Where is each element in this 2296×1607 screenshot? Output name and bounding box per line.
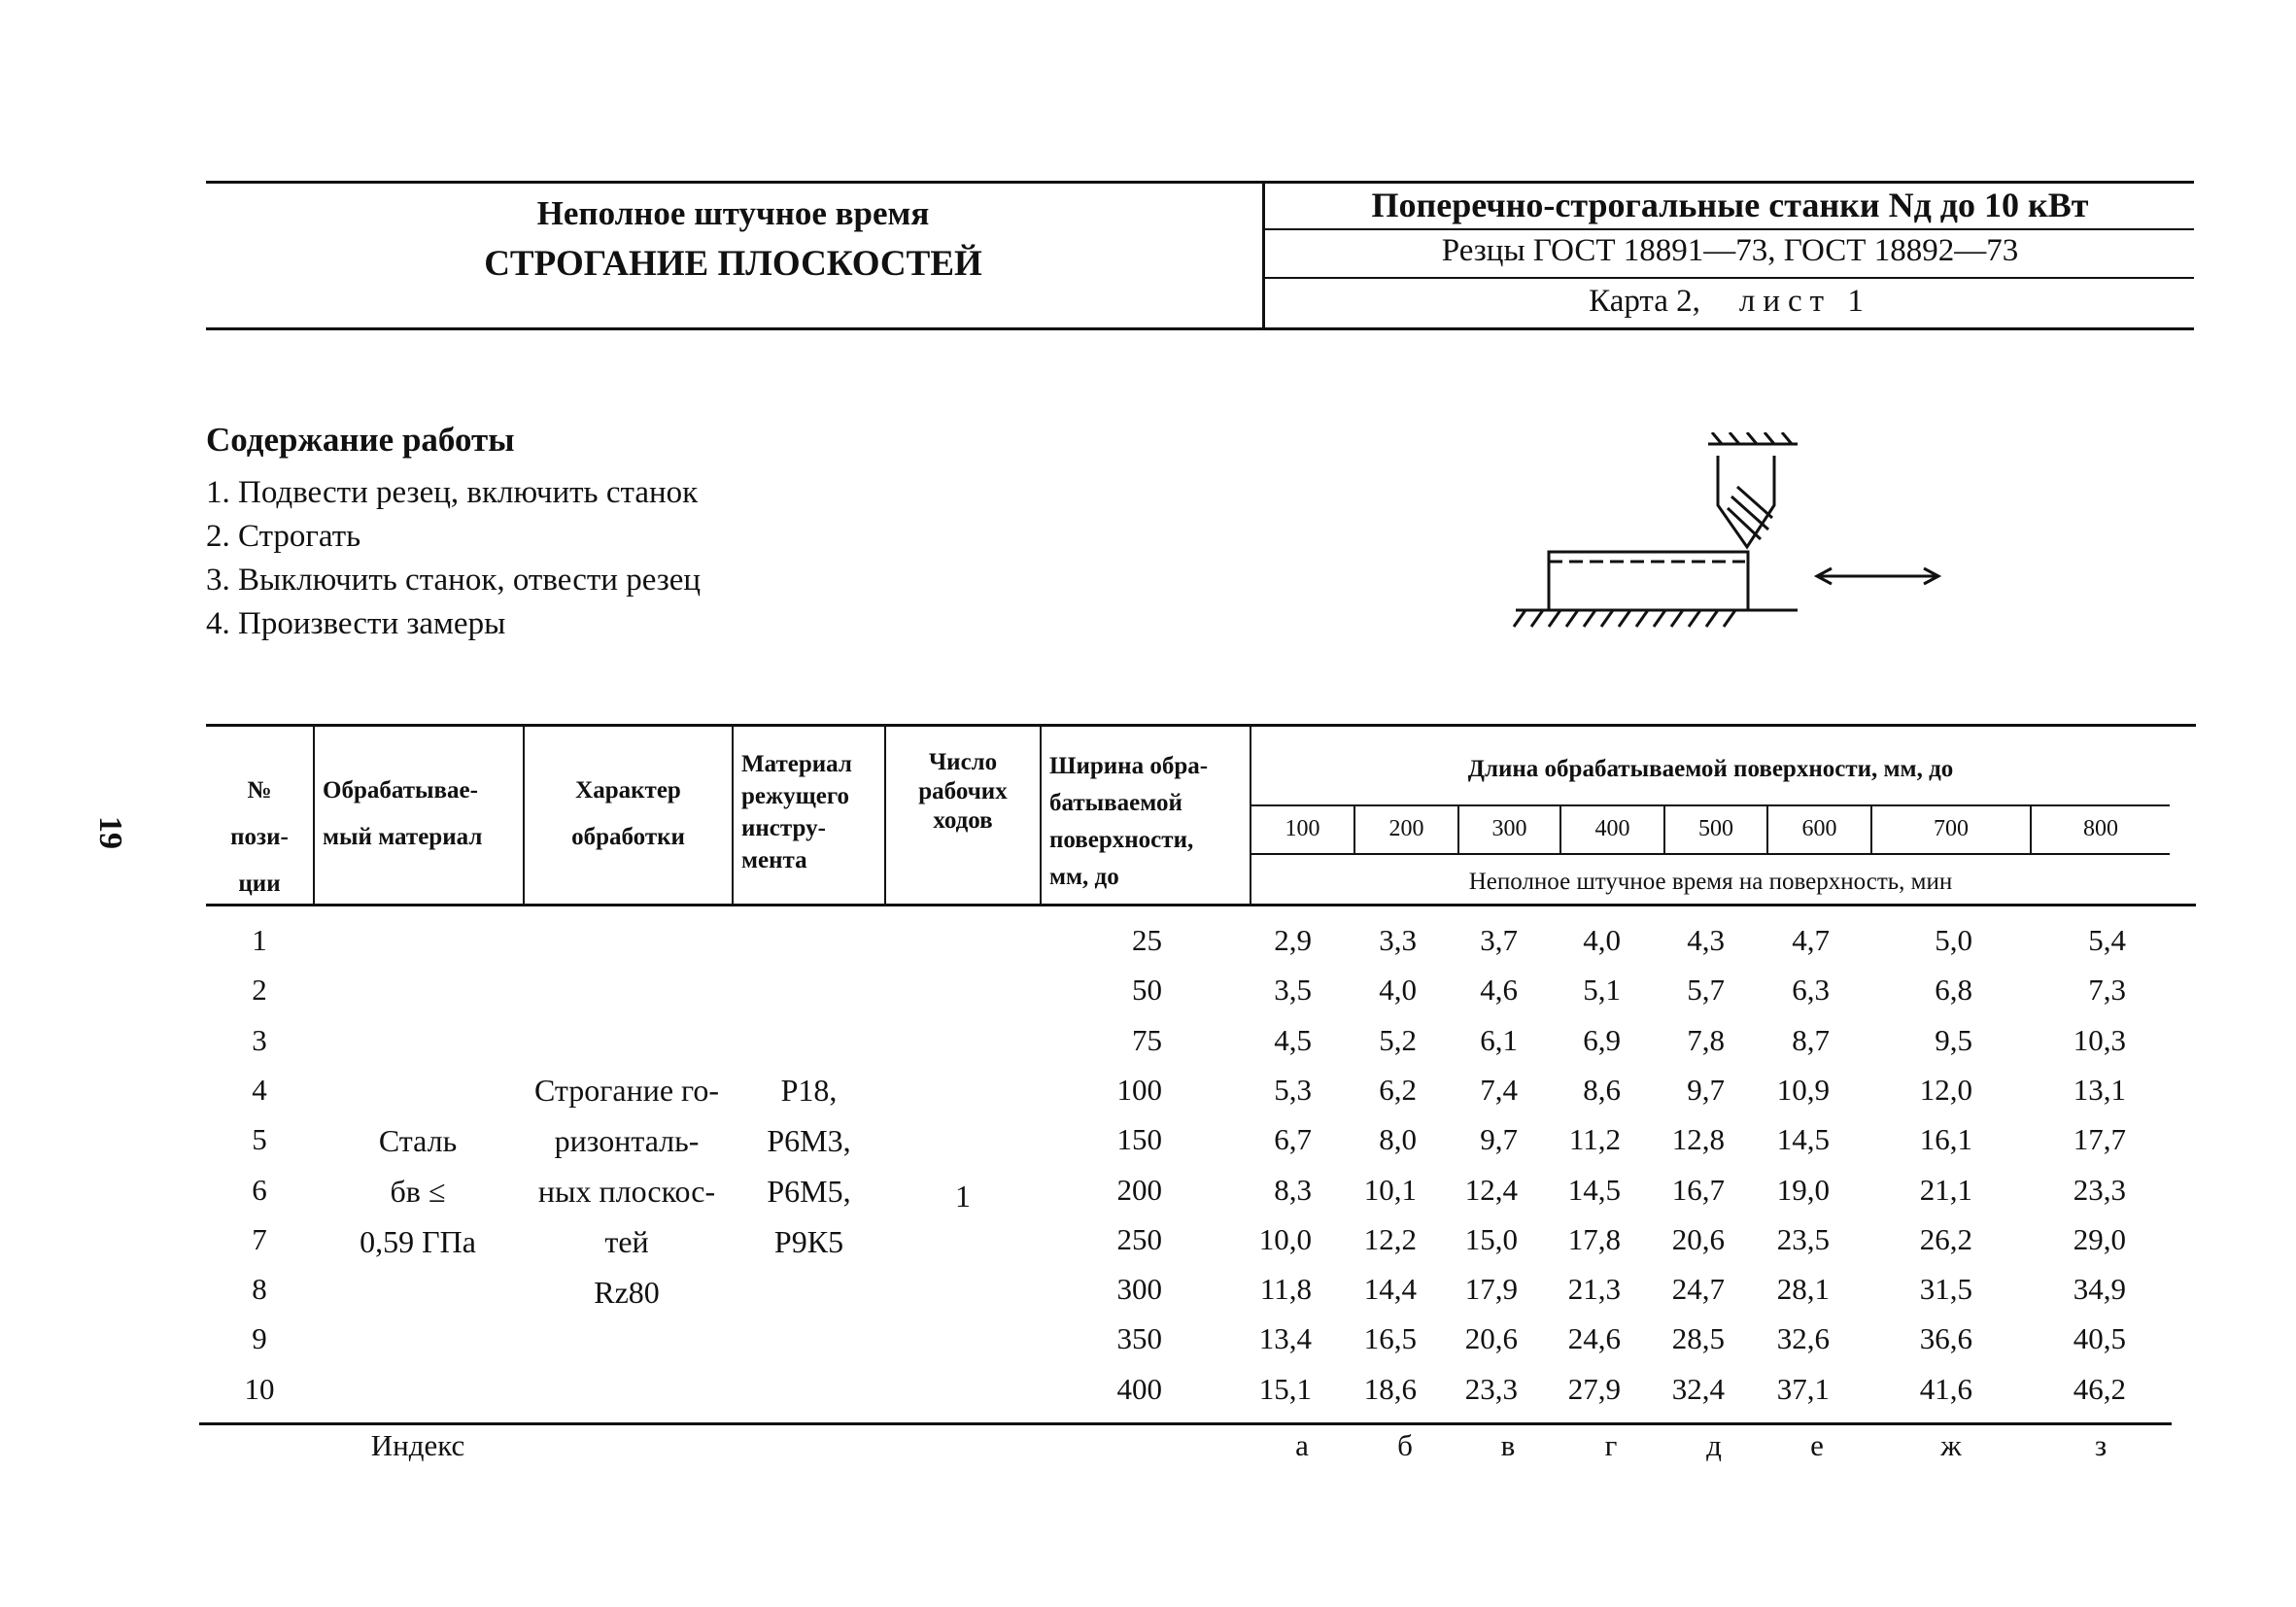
cell-line: ных плоскос-: [537, 1174, 716, 1209]
tool-material-cell: [734, 1065, 884, 1267]
time-value-cell: 4,3: [1687, 923, 1725, 957]
time-value-cell: 5,2: [1379, 1023, 1417, 1057]
time-value-cell: 5,0: [1935, 923, 1972, 957]
width-cell: 100: [1116, 1073, 1162, 1107]
time-value-cell: 8,7: [1792, 1023, 1830, 1057]
sheet-number: лист 1: [1738, 284, 1871, 319]
col-header-position: [206, 768, 313, 907]
header-line: инстру-: [741, 815, 826, 841]
position-cell: 8: [252, 1272, 267, 1306]
time-value-cell: 13,1: [2073, 1073, 2126, 1107]
planing-diagram: [1496, 432, 1953, 646]
index-cell: ж: [1940, 1428, 1962, 1462]
header-line: Обрабатывае-: [323, 777, 478, 804]
header-bottom-rule: [206, 327, 2194, 330]
length-title-rule: [1251, 804, 2170, 806]
work-content-title: Содержание работы: [206, 421, 515, 459]
table-top-rule: [206, 724, 2196, 727]
length-header: 200: [1388, 816, 1424, 841]
time-value-cell: 11,8: [1259, 1272, 1312, 1306]
header-line: пози-: [230, 824, 289, 850]
header-line: Ширина обра-: [1049, 753, 1209, 779]
time-value-cell: 4,0: [1583, 923, 1621, 957]
header-line: батываемой: [1049, 790, 1182, 816]
time-value-cell: 23,5: [1776, 1222, 1830, 1256]
time-value-cell: 16,5: [1363, 1321, 1417, 1355]
time-value-cell: 17,9: [1464, 1272, 1518, 1306]
time-value-cell: 12,4: [1464, 1173, 1518, 1207]
time-value-cell: 18,6: [1363, 1372, 1417, 1406]
header-divider: [1262, 181, 1265, 330]
cell-line: ризонталь-: [554, 1123, 700, 1158]
header-line: мый материал: [323, 824, 483, 850]
time-value-cell: 6,9: [1583, 1023, 1621, 1057]
length-header: 400: [1594, 816, 1630, 841]
width-cell: 50: [1132, 973, 1162, 1007]
col-header-tool-material: [741, 748, 887, 876]
table-header-bottom-rule: [206, 904, 2196, 906]
length-header: 800: [2083, 816, 2118, 841]
machine-type: Поперечно-строгальные станки Nд до 10 кВт: [1371, 186, 2089, 224]
width-cell: 350: [1116, 1321, 1162, 1355]
header-col-divider: [732, 724, 734, 905]
time-value-cell: 36,6: [1919, 1321, 1972, 1355]
cell-line: Р6М5,: [767, 1174, 851, 1209]
cell-line: тей: [604, 1224, 649, 1259]
length-values-rule: [1251, 853, 2170, 855]
position-cell: 7: [252, 1222, 267, 1256]
time-value-cell: 29,0: [2073, 1222, 2126, 1256]
cell-line: Р9К5: [773, 1224, 844, 1259]
time-value-cell: 28,5: [1671, 1321, 1725, 1355]
time-value-cell: 17,8: [1567, 1222, 1621, 1256]
header-line: обработки: [571, 824, 685, 850]
time-value-cell: 6,3: [1792, 973, 1830, 1007]
time-value-cell: 12,8: [1671, 1122, 1725, 1156]
time-value-cell: 6,8: [1935, 973, 1972, 1007]
header-row-rule-2: [1264, 277, 2194, 279]
time-value-cell: 10,3: [2073, 1023, 2126, 1057]
time-value-cell: 26,2: [1919, 1222, 1972, 1256]
process-cell: [515, 1065, 738, 1317]
time-value-cell: 5,1: [1583, 973, 1621, 1007]
length-header: 700: [1934, 816, 1969, 841]
time-value-cell: 6,2: [1379, 1073, 1417, 1107]
time-value-cell: 7,3: [2088, 973, 2126, 1007]
width-cell: 400: [1116, 1372, 1162, 1406]
time-value-cell: 21,3: [1567, 1272, 1621, 1306]
time-value-cell: 19,0: [1776, 1173, 1830, 1207]
col-header-time-title: Неполное штучное время на поверхность, мин: [1468, 869, 1953, 895]
position-cell: 3: [252, 1023, 267, 1057]
time-value-cell: 7,4: [1480, 1073, 1518, 1107]
cell-line: Сталь: [378, 1123, 458, 1158]
position-cell: 9: [252, 1321, 267, 1355]
time-value-cell: 5,7: [1687, 973, 1725, 1007]
time-value-cell: 34,9: [2073, 1272, 2126, 1306]
time-value-cell: 23,3: [1464, 1372, 1518, 1406]
time-value-cell: 14,4: [1363, 1272, 1417, 1306]
header-line: Материал: [741, 751, 852, 777]
time-value-cell: 21,1: [1919, 1173, 1972, 1207]
time-value-cell: 8,6: [1583, 1073, 1621, 1107]
position-cell: 6: [252, 1173, 267, 1207]
time-value-cell: 9,7: [1687, 1073, 1725, 1107]
cell-line: 0,59 ГПа: [360, 1224, 476, 1259]
index-cell: д: [1706, 1428, 1722, 1462]
cell-line: бв ≤: [390, 1174, 446, 1209]
header-line: поверхности,: [1049, 827, 1194, 853]
work-step: 4. Произвести замеры: [206, 606, 506, 641]
header-line: ции: [238, 871, 281, 897]
header-title-line2: СТРОГАНИЕ ПЛОСКОСТЕЙ: [484, 244, 982, 284]
time-value-cell: 32,6: [1776, 1321, 1830, 1355]
col-header-length-title: Длина обрабатываемой поверхности, мм, до: [1467, 756, 1954, 782]
time-value-cell: 16,7: [1671, 1173, 1725, 1207]
time-value-cell: 12,2: [1363, 1222, 1417, 1256]
time-value-cell: 6,7: [1274, 1122, 1312, 1156]
page-number: 19: [92, 816, 128, 849]
header-line: ходов: [933, 807, 993, 834]
index-cell: а: [1295, 1428, 1309, 1462]
index-label: Индекс: [370, 1428, 465, 1462]
time-value-cell: 16,1: [1919, 1122, 1972, 1156]
time-value-cell: 27,9: [1567, 1372, 1621, 1406]
index-cell: з: [2094, 1428, 2108, 1462]
time-value-cell: 12,0: [1919, 1073, 1972, 1107]
time-value-cell: 4,6: [1480, 973, 1518, 1007]
length-header: 300: [1491, 816, 1527, 841]
passes-cell: 1: [955, 1179, 971, 1214]
time-value-cell: 17,7: [2073, 1122, 2126, 1156]
header-line: Характер: [575, 777, 681, 804]
time-value-cell: 31,5: [1919, 1272, 1972, 1306]
index-cell: б: [1397, 1428, 1413, 1462]
header-row-rule-1: [1264, 228, 2194, 230]
time-value-cell: 3,7: [1480, 923, 1518, 957]
time-value-cell: 10,1: [1363, 1173, 1417, 1207]
time-value-cell: 6,1: [1480, 1023, 1518, 1057]
header-line: Число: [928, 749, 998, 775]
time-value-cell: 23,3: [2073, 1173, 2126, 1207]
time-value-cell: 11,2: [1568, 1122, 1621, 1156]
length-header: 100: [1285, 816, 1320, 841]
length-header: 600: [1801, 816, 1837, 841]
position-cell: 10: [244, 1372, 275, 1406]
index-cell: в: [1500, 1428, 1516, 1462]
table-bottom-rule: [199, 1422, 2172, 1425]
col-header-passes: [886, 748, 1040, 836]
time-value-cell: 3,3: [1379, 923, 1417, 957]
index-cell: г: [1604, 1428, 1618, 1462]
time-value-cell: 24,6: [1567, 1321, 1621, 1355]
position-cell: 2: [252, 973, 267, 1007]
width-cell: 25: [1132, 923, 1162, 957]
time-value-cell: 15,0: [1464, 1222, 1518, 1256]
time-value-cell: 5,3: [1274, 1073, 1312, 1107]
width-cell: 75: [1132, 1023, 1162, 1057]
header-top-rule: [206, 181, 2194, 184]
col-header-material: [323, 768, 523, 861]
time-value-cell: 37,1: [1776, 1372, 1830, 1406]
cutter-standards: Резцы ГОСТ 18891—73, ГОСТ 18892—73: [1441, 233, 2019, 268]
header-line: №: [247, 777, 272, 804]
col-header-process: [525, 768, 732, 861]
time-value-cell: 8,3: [1274, 1173, 1312, 1207]
header-line: мм, до: [1049, 864, 1119, 890]
width-cell: 150: [1116, 1122, 1162, 1156]
cell-line: Р6М3,: [767, 1123, 851, 1158]
time-value-cell: 2,9: [1274, 923, 1312, 957]
time-value-cell: 9,7: [1480, 1122, 1518, 1156]
header-line: режущего: [741, 783, 850, 809]
time-value-cell: 41,6: [1919, 1372, 1972, 1406]
cell-line: Р18,: [780, 1073, 838, 1108]
time-value-cell: 13,4: [1258, 1321, 1312, 1355]
time-value-cell: 7,8: [1687, 1023, 1725, 1057]
header-col-divider: [1040, 724, 1042, 905]
time-value-cell: 40,5: [2073, 1321, 2126, 1355]
work-step: 2. Строгать: [206, 519, 361, 554]
time-value-cell: 20,6: [1464, 1321, 1518, 1355]
card-sheet: [1266, 284, 2194, 320]
workpiece-material-cell: [313, 1115, 523, 1267]
time-value-cell: 5,4: [2088, 923, 2126, 957]
length-header: 500: [1698, 816, 1733, 841]
time-value-cell: 9,5: [1935, 1023, 1972, 1057]
time-value-cell: 14,5: [1776, 1122, 1830, 1156]
card-number: Карта 2,: [1589, 284, 1700, 319]
time-value-cell: 28,1: [1776, 1272, 1830, 1306]
cell-line: Строгание го-: [533, 1073, 720, 1108]
header-title-line1: Неполное штучное время: [536, 194, 930, 232]
header-col-divider: [313, 724, 315, 905]
cell-line: Rz80: [594, 1275, 660, 1310]
header-line: мента: [741, 847, 807, 873]
width-cell: 250: [1116, 1222, 1162, 1256]
work-step: 1. Подвести резец, включить станок: [206, 475, 699, 510]
time-value-cell: 20,6: [1671, 1222, 1725, 1256]
time-value-cell: 14,5: [1567, 1173, 1621, 1207]
header-line: рабочих: [918, 778, 1008, 804]
time-value-cell: 4,0: [1379, 973, 1417, 1007]
width-cell: 200: [1116, 1173, 1162, 1207]
position-cell: 1: [252, 923, 267, 957]
index-cell: е: [1810, 1428, 1824, 1462]
position-cell: 4: [252, 1073, 267, 1107]
time-value-cell: 24,7: [1671, 1272, 1725, 1306]
work-steps-list: [206, 471, 701, 646]
col-header-width: [1049, 748, 1249, 896]
time-value-cell: 3,5: [1274, 973, 1312, 1007]
time-value-cell: 8,0: [1379, 1122, 1417, 1156]
time-value-cell: 46,2: [2073, 1372, 2126, 1406]
time-value-cell: 15,1: [1258, 1372, 1312, 1406]
time-value-cell: 4,5: [1274, 1023, 1312, 1057]
time-value-cell: 10,0: [1258, 1222, 1312, 1256]
position-cell: 5: [252, 1122, 267, 1156]
width-cell: 300: [1116, 1272, 1162, 1306]
time-value-cell: 4,7: [1792, 923, 1830, 957]
time-value-cell: 10,9: [1776, 1073, 1830, 1107]
work-step: 3. Выключить станок, отвести резец: [206, 563, 702, 598]
time-value-cell: 32,4: [1671, 1372, 1725, 1406]
